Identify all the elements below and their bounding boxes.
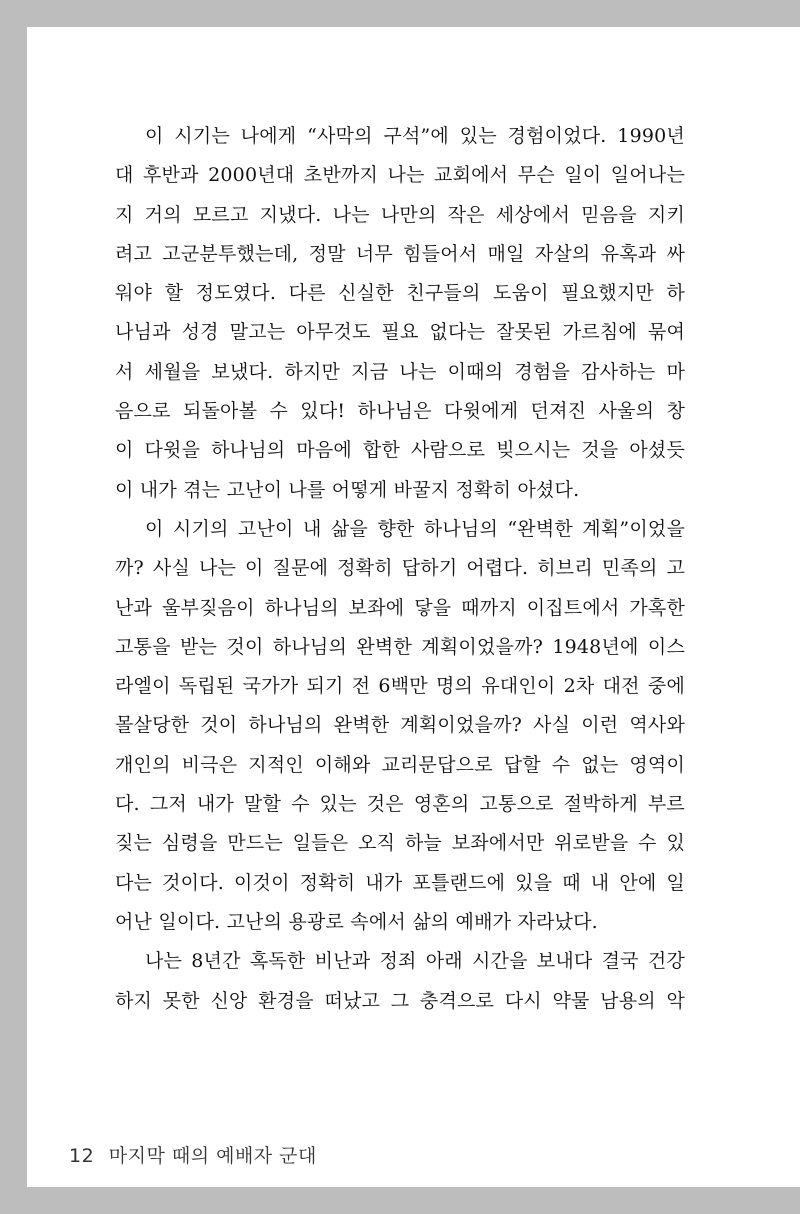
text-line: 나님과 성경 말고는 아무것도 필요 없다는 잘못된 가르침에 묶여 <box>115 321 685 344</box>
paragraph-3 <box>115 942 685 1021</box>
text-line: 이 다윗을 하나님의 마음에 합한 사람으로 빚으시는 것을 아셨듯 <box>115 439 685 462</box>
text-line: 하지 못한 신앙 환경을 떠났고 그 충격으로 다시 약물 남용의 악 <box>115 989 685 1012</box>
text-line: 지 거의 모르고 지냈다. 나는 나만의 작은 세상에서 믿음을 지키 <box>115 203 685 226</box>
text-line: 개인의 비극은 지적인 이해와 교리문답으로 답할 수 없는 영역이 <box>115 753 685 776</box>
running-title: 마지막 때의 예배자 군대 <box>108 1145 317 1167</box>
text-line: 이 시기는 나에게 “사막의 구석”에 있는 경험이었다. 1990년 <box>145 125 685 147</box>
text-line: 려고 고군분투했는데, 정말 너무 힘들어서 매일 자살의 유혹과 싸 <box>115 242 685 265</box>
text-line: 까? 사실 나는 이 질문에 정확히 답하기 어렵다. 히브리 민족의 고 <box>115 557 685 580</box>
text-line: 다. 그저 내가 말할 수 있는 것은 영혼의 고통으로 절박하게 부르 <box>115 793 685 816</box>
paragraph-2 <box>115 510 685 942</box>
text-line: 이 시기의 고난이 내 삶을 향한 하나님의 “완벽한 계획”이었을 <box>145 517 685 540</box>
text-line: 이 내가 겪는 고난이 나를 어떻게 바꿀지 정확히 아셨다. <box>115 478 580 501</box>
text-line: 몰살당한 것이 하나님의 완벽한 계획이었을까? 사실 이런 역사와 <box>115 714 685 737</box>
page-number: 12 <box>69 1145 95 1167</box>
text-line: 어난 일이다. 고난의 용광로 속에서 삶의 예배가 자라났다. <box>115 910 598 933</box>
body-text <box>115 117 685 1021</box>
text-line: 고통을 받는 것이 하나님의 완벽한 계획이었을까? 1948년에 이스 <box>115 635 685 658</box>
text-line: 대 후반과 2000년대 초반까지 나는 교회에서 무슨 일이 일어나는 <box>115 164 685 187</box>
text-line: 나는 8년간 혹독한 비난과 정죄 아래 시간을 보내다 결국 건강 <box>145 950 685 973</box>
text-line: 다는 것이다. 이것이 정확히 내가 포틀랜드에 있을 때 내 안에 일 <box>115 871 685 894</box>
page-footer <box>69 1141 317 1168</box>
book-page <box>27 27 800 1187</box>
text-line: 서 세월을 보냈다. 하지만 지금 나는 이때의 경험을 감사하는 마 <box>115 360 685 383</box>
text-line: 워야 할 정도였다. 다른 신실한 친구들의 도움이 필요했지만 하 <box>115 282 685 305</box>
text-line: 라엘이 독립된 국가가 되기 전 6백만 명의 유대인이 2차 대전 중에 <box>115 675 685 698</box>
text-line: 난과 울부짖음이 하나님의 보좌에 닿을 때까지 이집트에서 가혹한 <box>115 596 685 619</box>
paragraph-1 <box>115 117 685 510</box>
text-line: 짖는 심령을 만드는 일들은 오직 하늘 보좌에서만 위로받을 수 있 <box>115 832 685 855</box>
text-line: 음으로 되돌아볼 수 있다! 하나님은 다윗에게 던져진 사울의 창 <box>115 400 685 423</box>
